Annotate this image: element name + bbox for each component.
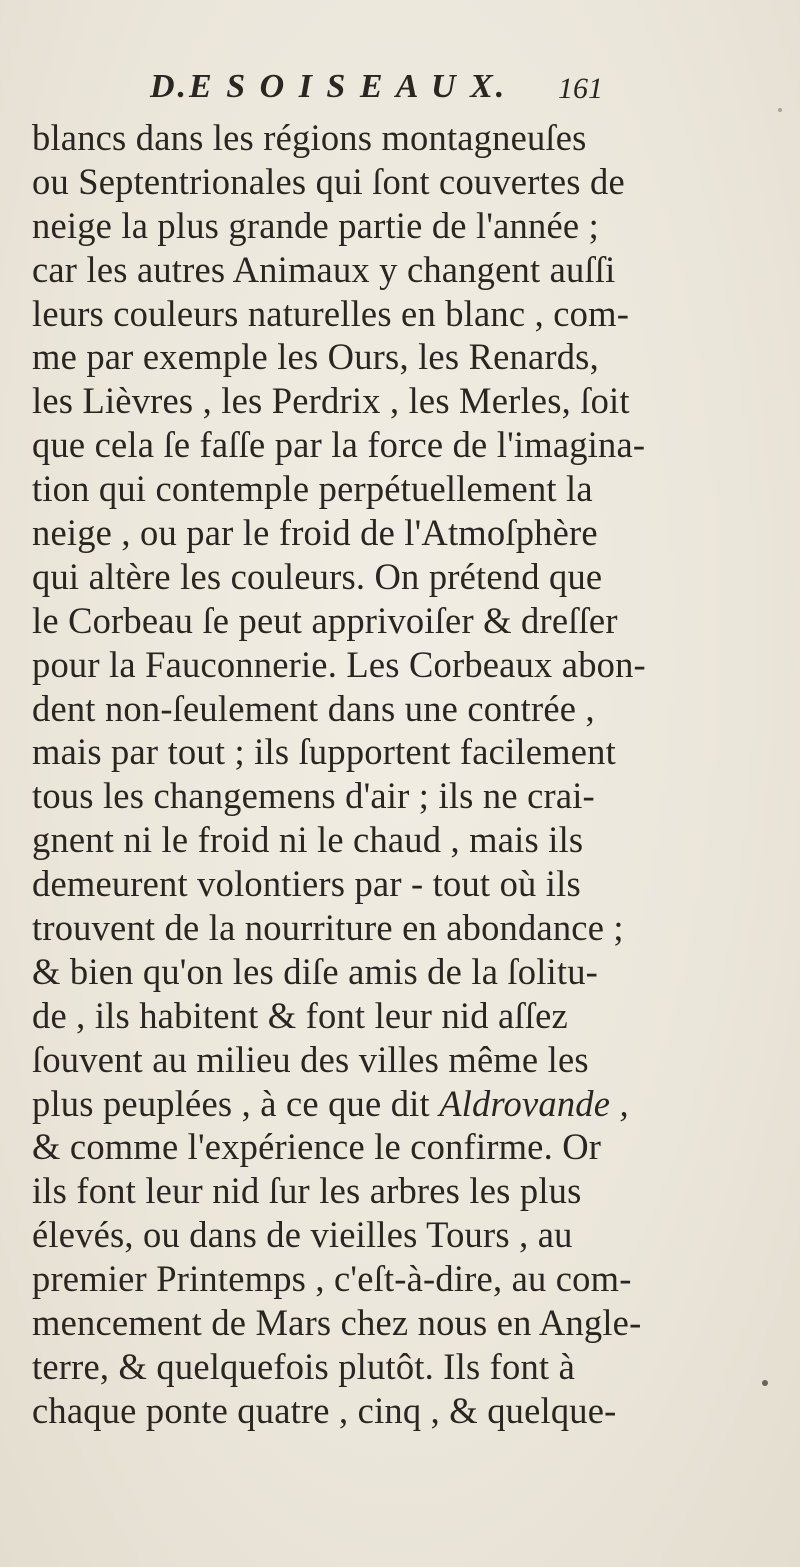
text-line: qui altère les couleurs. On prétend que xyxy=(32,555,603,597)
text-line: pour la Fauconnerie. Les Corbeaux abon- xyxy=(32,643,646,685)
text-line: ils font leur nid ſur les arbres les plus xyxy=(32,1170,582,1212)
text-line: chaque ponte quatre , cinq , & quelque- xyxy=(32,1389,617,1431)
text-line xyxy=(32,1082,800,1126)
text-line: car les autres Animaux y changent auſſi xyxy=(32,248,616,290)
body-text xyxy=(32,116,800,1433)
text-line: trouvent de la nourriture en abondance ; xyxy=(32,907,624,949)
text-line: blancs dans les régions montagneuſes xyxy=(32,117,587,158)
text-line: tion qui contemple perpétuellement la xyxy=(32,468,593,510)
text-line: mencement de Mars chez nous en Angle- xyxy=(32,1302,642,1344)
text-line: tous les changemens d'air ; ils ne crai- xyxy=(32,775,595,817)
text-line: élevés, ou dans de vieilles Tours , au xyxy=(32,1214,573,1256)
page-header xyxy=(150,68,630,116)
text-line: le Corbeau ſe peut apprivoiſer & dreſſer xyxy=(32,599,618,641)
text-line: leurs couleurs naturelles en blanc , com- xyxy=(32,292,630,334)
text-line: neige la plus grande partie de l'année ; xyxy=(32,204,599,246)
text-line: les Lièvres , les Perdrix , les Merles, ſoit xyxy=(32,380,630,422)
text-span: plus peuplées , à ce que dit xyxy=(32,1082,440,1124)
paper-speck xyxy=(762,1380,768,1386)
text-line: premier Printemps , c'eſt-à-dire, au com- xyxy=(32,1258,632,1300)
text-line: gnent ni le froid ni le chaud , mais ils xyxy=(32,819,584,861)
text-line: ſouvent au milieu des villes même les xyxy=(32,1038,589,1080)
running-title: D.E S O I S E A U X. xyxy=(150,68,508,105)
text-line: neige , ou par le froid de l'Atmoſphère xyxy=(32,512,598,554)
text-line: mais par tout ; ils ſupportent facilement xyxy=(32,731,616,773)
text-line: & comme l'expérience le confirme. Or xyxy=(32,1126,602,1168)
paper-speck xyxy=(778,108,782,112)
text-line: ou Septentrionales qui ſont couvertes de xyxy=(32,160,625,202)
text-line: dent non-ſeulement dans une contrée , xyxy=(32,687,595,729)
author-name: Aldrovande , xyxy=(439,1082,629,1124)
text-line: terre, & quelquefois plutôt. Ils font à xyxy=(32,1345,576,1387)
text-line: demeurent volontiers par - tout où ils xyxy=(32,863,581,905)
text-line: & bien qu'on les diſe amis de la ſolitu- xyxy=(32,950,599,992)
text-line: de , ils habitent & font leur nid aſſez xyxy=(32,994,568,1036)
text-line: me par exemple les Ours, les Renards, xyxy=(32,336,599,378)
text-line: que cela ſe faſſe par la force de l'imagina- xyxy=(32,424,646,466)
page-number: 161 xyxy=(558,72,603,105)
